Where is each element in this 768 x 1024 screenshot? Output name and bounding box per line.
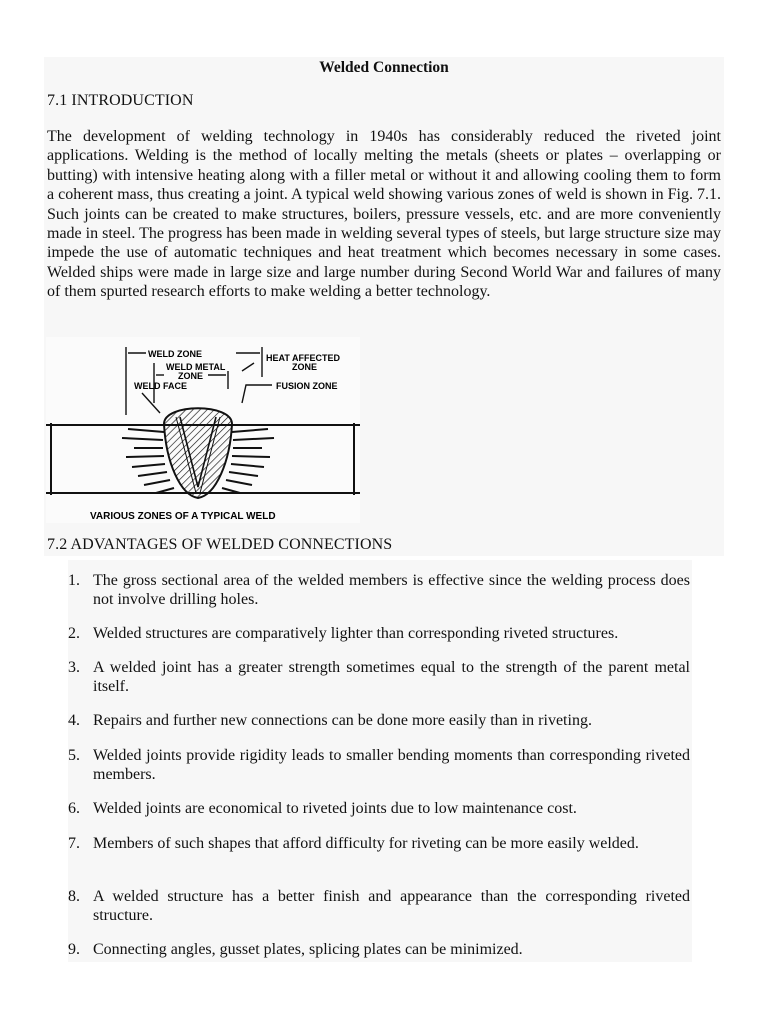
- figure-caption: VARIOUS ZONES OF A TYPICAL WELD: [90, 511, 276, 522]
- list-item-number: 4.: [68, 712, 80, 729]
- page-title: Welded Connection: [319, 59, 449, 76]
- label-weld-zone: WELD ZONE: [148, 349, 202, 359]
- list-item-number: 5.: [68, 747, 80, 764]
- list-item-text: A welded joint has a greater strength sometimes equal to the strength of the parent metal itself.: [93, 659, 690, 696]
- list-item-number: 1.: [68, 572, 80, 589]
- label-fusion-zone: FUSION ZONE: [276, 381, 338, 391]
- list-item-number: 3.: [68, 659, 80, 676]
- list-item-number: 7.: [68, 835, 80, 852]
- list-item: [68, 746, 690, 799]
- list-item: [68, 658, 690, 711]
- label-heat-affected-zone: ZONE: [292, 362, 318, 372]
- list-item: [68, 887, 690, 940]
- list-item-text: The gross sectional area of the welded members is effective since the welding process does not involve drilling holes.: [93, 572, 690, 609]
- list-item-text: Connecting angles, gusset plates, splicing plates can be minimized.: [93, 941, 523, 958]
- label-weld-metal-zone: ZONE: [178, 371, 204, 381]
- label-weld-face: WELD FACE: [134, 381, 187, 391]
- list-item: [68, 571, 690, 624]
- section-heading-advantages: 7.2 ADVANTAGES OF WELDED CONNECTIONS: [47, 536, 393, 553]
- list-item: [68, 624, 690, 658]
- label-weld-metal: WELD METAL: [166, 362, 226, 372]
- list-item: [68, 940, 690, 960]
- list-item-text: Welded structures are comparatively lighter than corresponding riveted structures.: [93, 625, 619, 642]
- advantages-list: [68, 571, 690, 960]
- section-heading-introduction: 7.1 INTRODUCTION: [47, 92, 194, 109]
- weld-zones-figure: [46, 337, 360, 523]
- list-item-text: Repairs and further new connections can be done more easily than in riveting.: [93, 712, 592, 729]
- list-item: [68, 711, 690, 746]
- list-item: [68, 799, 690, 834]
- weld-zones-diagram: [46, 337, 360, 523]
- list-item-text: Members of such shapes that afford difficulty for riveting can be more easily welded.: [93, 835, 639, 852]
- list-item-text: Welded joints are economical to riveted joints due to low maintenance cost.: [93, 800, 577, 817]
- list-item-number: 2.: [68, 625, 80, 642]
- list-item-number: 6.: [68, 800, 80, 817]
- label-heat-affected: HEAT AFFECTED: [266, 353, 340, 363]
- introduction-paragraph: The development of welding technology in 1940s has considerably reduced the riveted joint applications. Welding is the method of locally melting the metals (sheets or plates – overlapping or butting) with intensive heating along with a filler metal or without it and allowing cooling them to form a coherent mass, thus creating a joint. A typical weld showing various zones of weld is shown in Fig. 7.1. Such joints can be created to make structures, boilers, pressure vessels, etc. and are more conveniently made in steel. The progress has been made in welding several types of steels, but large structure size may impede the use of automatic techniques and heat treatment which becomes necessary in some cases. Welded ships were made in large size and large number during Second World War and failures of many of them spurted research efforts to make welding a better technology.: [47, 128, 721, 301]
- list-item-text: Welded joints provide rigidity leads to smaller bending moments than corresponding riveted members.: [93, 747, 690, 784]
- list-item-number: 8.: [68, 888, 80, 905]
- list-item-number: 9.: [68, 941, 80, 958]
- list-item-text: A welded structure has a better finish and appearance than the corresponding riveted structure.: [93, 888, 690, 925]
- list-item: [68, 834, 690, 887]
